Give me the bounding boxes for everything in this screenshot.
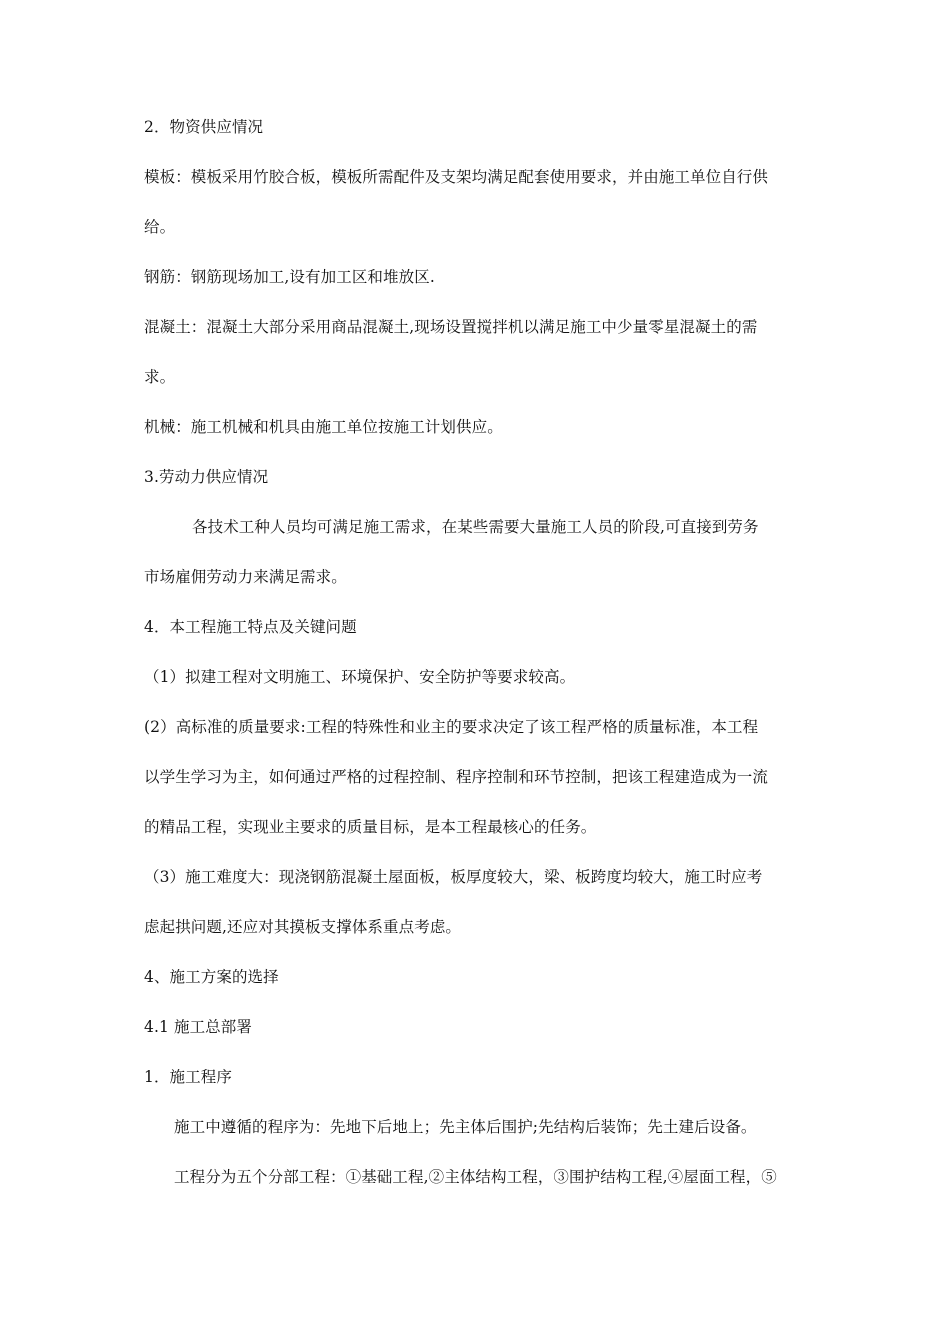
paragraph-labor-line1: 各技术工种人员均可满足施工需求，在某些需要大量施工人员的阶段,可直接到劳务 <box>192 518 759 536</box>
paragraph-issue-3-line2: 虑起拱问题,还应对其摸板支撑体系重点考虑。 <box>144 918 462 936</box>
heading-general-deployment: 4.1 施工总部署 <box>144 1018 252 1036</box>
paragraph-issue-1: （1）拟建工程对文明施工、环境保护、安全防护等要求较高。 <box>144 668 576 686</box>
paragraph-formwork-line2: 给。 <box>144 218 176 236</box>
paragraph-formwork-line1: 模板：模板采用竹胶合板，模板所需配件及支架均满足配套使用要求，并由施工单位自行供 <box>144 168 769 186</box>
paragraph-issue-2-line1: (2）高标准的质量要求:工程的特殊性和业主的要求决定了该工程严格的质量标准，本工程 <box>144 718 759 736</box>
paragraph-sub-projects: 工程分为五个分部工程：①基础工程,②主体结构工程，③围护结构工程,④屋面工程，⑤ <box>174 1168 777 1186</box>
paragraph-machinery: 机械：施工机械和机具由施工单位按施工计划供应。 <box>144 418 503 436</box>
heading-material-supply: 2．物资供应情况 <box>144 118 264 136</box>
paragraph-issue-3-line1: （3）施工难度大：现浇钢筋混凝土屋面板，板厚度较大，梁、板跨度均较大，施工时应考 <box>144 868 763 886</box>
paragraph-issue-2-line2: 以学生学习为主，如何通过严格的过程控制、程序控制和环节控制，把该工程建造成为一流 <box>144 768 769 786</box>
paragraph-issue-2-line3: 的精品工程，实现业主要求的质量目标，是本工程最核心的任务。 <box>144 818 597 836</box>
heading-key-issues: 4．本工程施工特点及关键问题 <box>144 618 357 636</box>
heading-labor-supply: 3.劳动力供应情况 <box>144 468 269 486</box>
paragraph-rebar: 钢筋：钢筋现场加工,设有加工区和堆放区. <box>144 268 435 286</box>
paragraph-procedure: 施工中遵循的程序为：先地下后地上；先主体后围护;先结构后装饰；先土建后设备。 <box>174 1118 757 1136</box>
paragraph-concrete-line1: 混凝土：混凝土大部分采用商品混凝土,现场设置搅拌机以满足施工中少量零星混凝土的需 <box>144 318 758 336</box>
heading-construction-plan: 4、施工方案的选择 <box>144 968 279 986</box>
paragraph-concrete-line2: 求。 <box>144 368 176 386</box>
heading-construction-procedure: 1．施工程序 <box>144 1068 232 1086</box>
paragraph-labor-line2: 市场雇佣劳动力来满足需求。 <box>144 568 347 586</box>
